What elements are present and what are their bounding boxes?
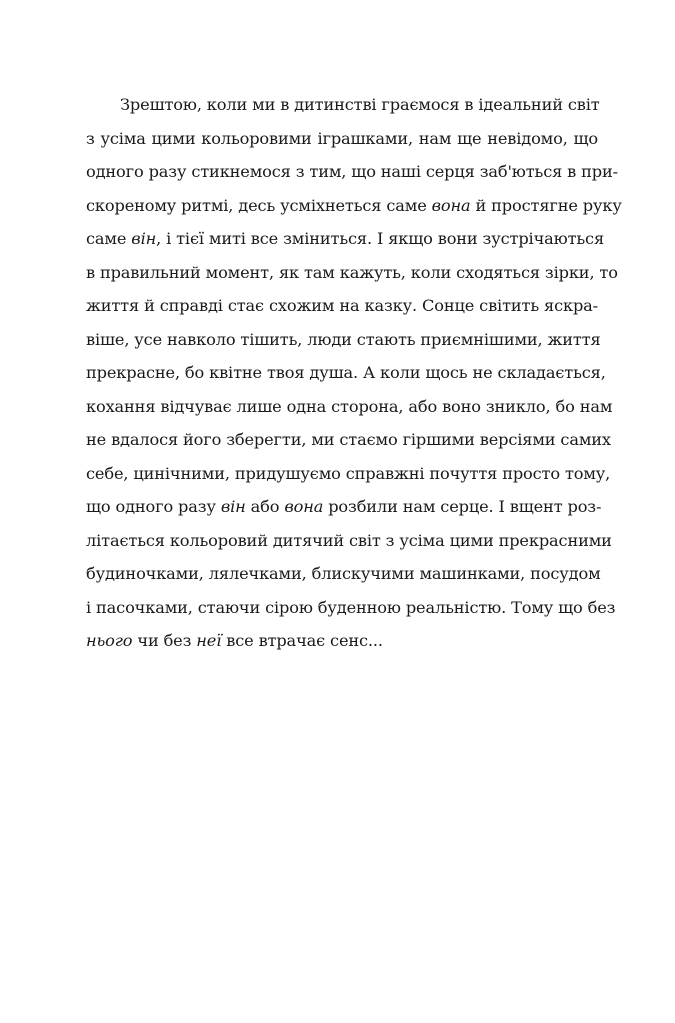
text-run: в правильний момент, як там кажуть, коли сходяться зірки, то (86, 262, 618, 282)
text-run: , і тієї миті все зміниться. І якщо вони зустрічаються (156, 229, 605, 248)
italic-text: вона (431, 195, 471, 215)
text-line (86, 256, 618, 290)
text-line (86, 189, 622, 223)
text-run: віше, усе навколо тішить, люди стають приємнішими, життя (86, 329, 601, 349)
text-line (86, 155, 618, 189)
text-line (86, 557, 601, 591)
text-run: розбили нам серце. І вщент роз- (323, 497, 602, 516)
text-line (86, 323, 601, 357)
text-run: себе, цинічними, придушуємо справжні почуття просто тому, (86, 463, 611, 483)
text-run: і пасочками, стаючи сірою буденною реальністю. Тому що без (86, 597, 616, 617)
text-run: Зрештою, коли ми в дитинстві граємося в ідеальний світ (120, 95, 600, 114)
text-line (86, 490, 602, 524)
text-line (86, 88, 598, 122)
text-run: прекрасне, бо квітне твоя душа. А коли щось не складається, (86, 363, 606, 382)
text-run: кохання відчуває лише одна сторона, або воно зникло, бо нам (86, 396, 613, 416)
text-run: чи без (132, 631, 197, 650)
text-line (86, 390, 613, 424)
text-run: скореному ритмі, десь усміхнеться саме (86, 195, 432, 215)
text-line (86, 289, 598, 323)
text-line (86, 457, 611, 491)
text-line (86, 423, 611, 457)
text-run: літається кольоровий дитячий світ з усіма цими прекрасними (86, 530, 612, 550)
italic-text: він (220, 497, 246, 516)
text-run: саме (86, 229, 132, 248)
italic-text: він (131, 229, 157, 248)
text-run: все втрачає сенс... (221, 631, 383, 650)
text-line (86, 524, 612, 558)
italic-text: неї (196, 631, 222, 650)
text-run: не вдалося його зберегти, ми стаємо гіршими версіями самих (86, 430, 611, 449)
text-line (86, 624, 598, 658)
text-line (86, 356, 606, 390)
text-line (86, 222, 605, 256)
text-run: одного разу стикнемося з тим, що наші серця заб'ються в при- (86, 162, 618, 181)
text-run: життя й справді стає схожим на казку. Сонце світить яскра- (86, 296, 598, 315)
text-run: з усіма цими кольоровими іграшками, нам ще невідомо, що (86, 128, 598, 148)
text-run: або (245, 497, 285, 516)
text-run: й простягне руку (470, 195, 622, 215)
body-paragraph (86, 88, 622, 658)
italic-text: нього (86, 631, 133, 650)
text-run: будиночками, лялечками, блискучими машинками, посудом (86, 564, 601, 583)
text-run: що одного разу (86, 497, 221, 516)
text-line (86, 122, 598, 156)
italic-text: вона (284, 497, 324, 516)
text-line (86, 591, 616, 625)
